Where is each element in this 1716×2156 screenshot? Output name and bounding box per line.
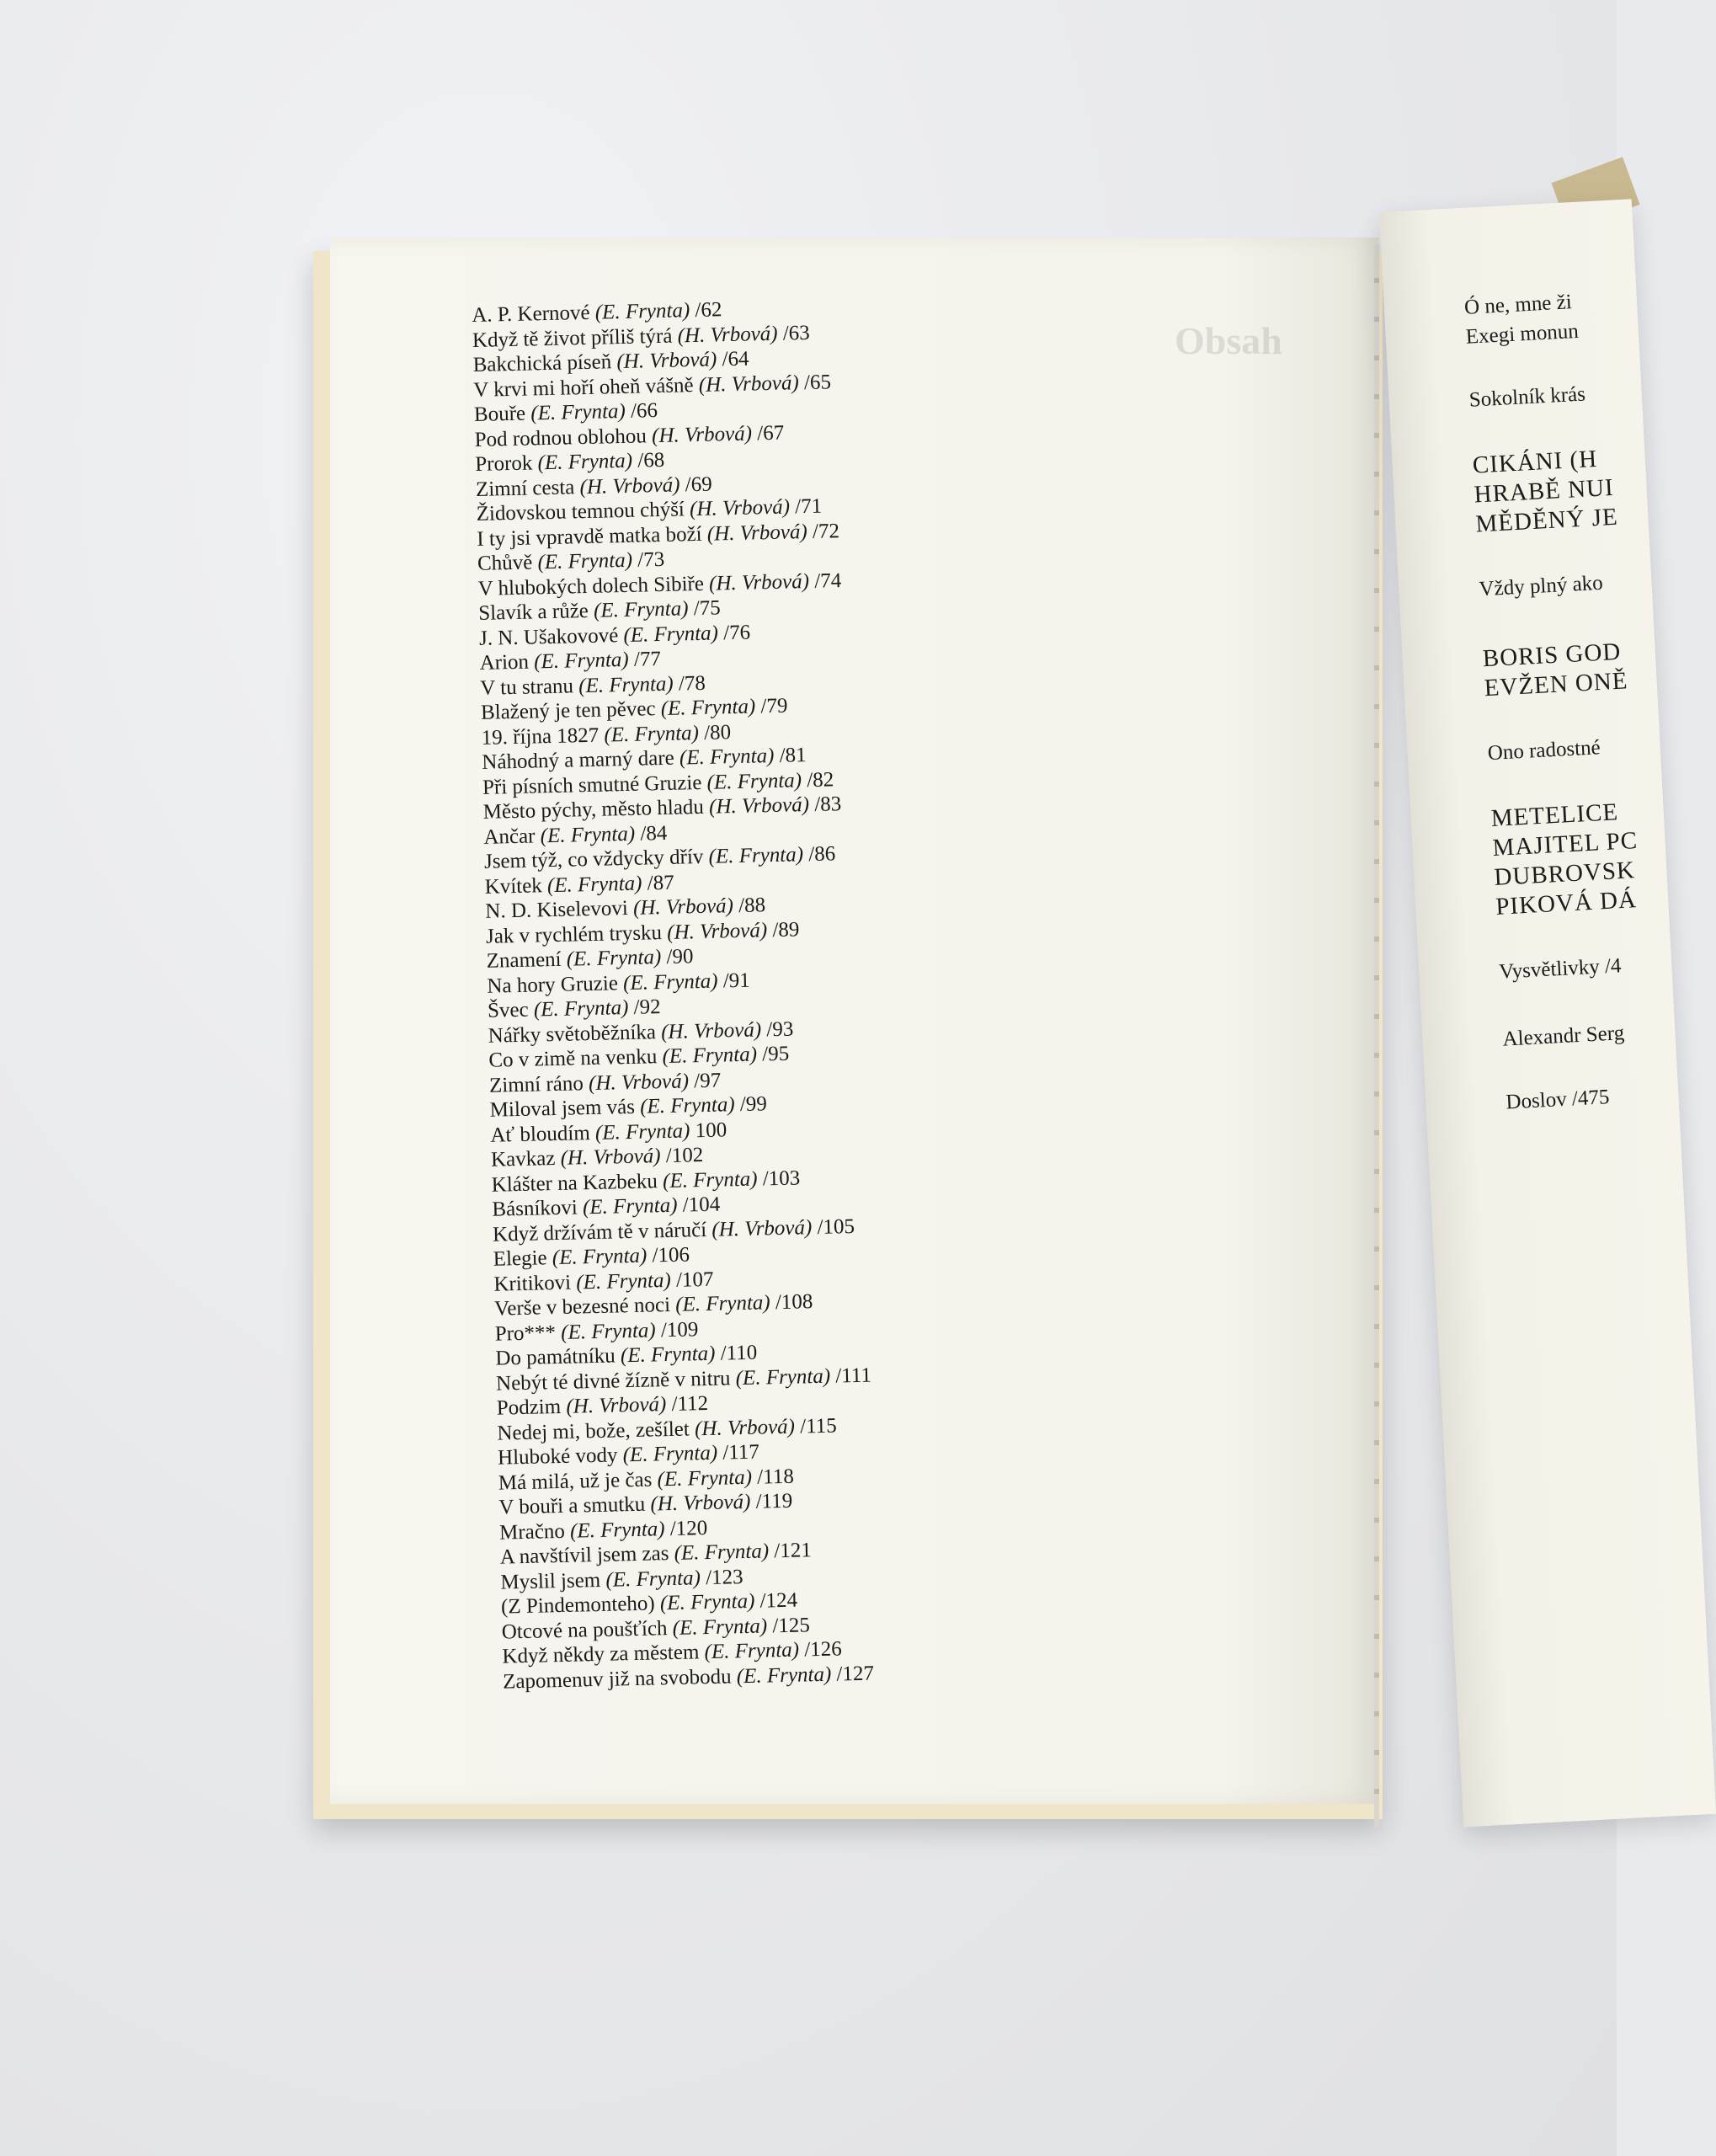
toc-title: V krvi mi hoří oheň vášně <box>473 373 694 402</box>
right-page-line: DUBROVSK <box>1493 857 1636 891</box>
toc-page: /74 <box>813 568 842 593</box>
toc-page: /68 <box>637 448 665 472</box>
right-page-line: BORIS GOD <box>1482 638 1623 673</box>
toc-page: /82 <box>806 767 834 792</box>
toc-page: /69 <box>685 472 712 496</box>
toc-translator: (E. Frynta) <box>674 1540 770 1565</box>
toc-translator: (H. Vrbová) <box>651 421 753 447</box>
right-page-line: Ó ne, mne ži <box>1463 291 1573 319</box>
toc-page: /63 <box>782 321 811 345</box>
toc-page: /66 <box>630 399 658 423</box>
toc-title: Kvítek <box>484 873 543 899</box>
toc-translator: (H. Vrbová) <box>708 569 810 595</box>
toc-page: /84 <box>640 821 668 846</box>
toc-title: Na hory Gruzie <box>487 971 619 998</box>
toc-page: /107 <box>675 1267 714 1292</box>
toc-page: /75 <box>693 596 722 621</box>
toc-title: Bouře <box>473 402 526 426</box>
toc-page: /106 <box>652 1243 690 1267</box>
toc-page: /79 <box>760 694 788 718</box>
toc-title: Když někdy za městem <box>502 1641 700 1668</box>
toc-translator: (E. Frynta) <box>674 1291 770 1316</box>
toc-title: Při písních smutné Gruzie <box>482 771 702 799</box>
toc-page: /80 <box>703 720 732 744</box>
toc-translator: (H. Vrbová) <box>560 1145 661 1170</box>
toc-title: 19. října 1827 <box>481 723 600 750</box>
toc-page: /126 <box>803 1637 843 1662</box>
toc-title: I ty jsi vpravdě matka boží <box>477 522 702 551</box>
toc-page: /99 <box>739 1092 768 1117</box>
toc-title: Zimní ráno <box>488 1071 584 1097</box>
toc-title: Kavkaz <box>490 1147 556 1171</box>
toc-page: /97 <box>693 1069 722 1092</box>
toc-page: /76 <box>722 621 751 644</box>
toc-page: /71 <box>794 494 823 519</box>
toc-title: Podzim <box>496 1395 562 1420</box>
toc-translator: (H. Vrbová) <box>711 1215 813 1241</box>
toc-title: Nebýt té divné žízně v nitru <box>495 1366 731 1396</box>
right-page-line: PIKOVÁ DÁ <box>1495 886 1638 921</box>
toc-page: /125 <box>772 1613 811 1637</box>
toc-page: /92 <box>633 995 661 1019</box>
toc-page: /103 <box>762 1166 801 1190</box>
toc-title: J. N. Ušakovové <box>478 623 619 650</box>
toc-page: /67 <box>756 421 785 445</box>
toc-title: Má milá, už je čas <box>498 1468 653 1495</box>
toc-title: Prorok <box>475 451 533 476</box>
toc-translator: (H. Vrbová) <box>566 1393 667 1418</box>
toc-title: Jsem týž, co vždycky dřív <box>483 845 704 873</box>
toc-translator: (E. Frynta) <box>594 1118 690 1145</box>
toc-title: Verše v bezesné noci <box>493 1293 671 1321</box>
toc-translator: (E. Frynta) <box>679 744 775 770</box>
toc-translator: (E. Frynta) <box>530 399 626 425</box>
toc-page: /83 <box>813 792 842 816</box>
toc-title: V bouři a smutku <box>498 1492 646 1519</box>
toc-title: Zimní cesta <box>475 475 575 501</box>
toc-title: Blažený je ten pěvec <box>480 697 656 724</box>
toc-page: /109 <box>660 1317 699 1342</box>
toc-page: /104 <box>682 1193 721 1217</box>
toc-translator: (E. Frynta) <box>620 1342 716 1368</box>
toc-translator: (E. Frynta) <box>552 1244 647 1270</box>
toc-translator: (E. Frynta) <box>659 1589 755 1615</box>
toc-translator: (E. Frynta) <box>735 1364 831 1390</box>
toc-page: /73 <box>637 547 665 572</box>
toc-translator: (H. Vrbová) <box>660 1017 762 1043</box>
toc-translator: (E. Frynta) <box>594 299 690 324</box>
toc-page: /108 <box>775 1290 813 1315</box>
right-page-line: METELICE <box>1490 798 1619 833</box>
right-page-line: Vždy plný ako <box>1478 571 1604 601</box>
toc-title: V tu stranu <box>480 674 574 700</box>
toc-translator: (E. Frynta) <box>623 621 719 647</box>
toc-title: A navštívil jsem zas <box>499 1542 669 1569</box>
toc-translator: (E. Frynta) <box>660 695 756 721</box>
toc-title: Pod rodnou oblohou <box>474 424 647 451</box>
toc-translator: (E. Frynta) <box>622 969 718 995</box>
toc-page: /119 <box>755 1489 793 1513</box>
toc-translator: (E. Frynta) <box>560 1318 656 1344</box>
toc-page: /77 <box>633 648 662 671</box>
toc-translator: (H. Vrbová) <box>706 520 808 546</box>
toc-page: /62 <box>695 298 722 322</box>
toc-title: Ančar <box>483 824 536 849</box>
toc-translator: (E. Frynta) <box>662 1043 758 1069</box>
toc-translator: (E. Frynta) <box>582 1193 678 1219</box>
toc-translator: (E. Frynta) <box>657 1465 753 1491</box>
toc-page: /105 <box>817 1214 855 1239</box>
toc-page: /112 <box>671 1391 709 1416</box>
toc-page: /123 <box>705 1565 743 1589</box>
toc-page: /117 <box>722 1440 760 1465</box>
toc-page: /64 <box>722 347 749 371</box>
toc-translator: (H. Vrbová) <box>689 495 791 521</box>
toc-translator: (H. Vrbová) <box>579 472 680 499</box>
toc-title: A. P. Kernové <box>472 301 590 327</box>
right-page-line: MAJITEL PC <box>1491 826 1639 862</box>
toc-title: Chůvě <box>477 551 533 575</box>
right-page-line: Alexandr Serg <box>1501 1022 1625 1051</box>
show-through-heading: Obsah <box>1175 319 1282 362</box>
toc-translator: (H. Vrbová) <box>616 348 717 374</box>
toc-page: /81 <box>779 744 807 767</box>
toc-title: Co v zimě na venku <box>488 1045 658 1072</box>
right-page-line: MĚDĚNÝ JE <box>1474 503 1619 538</box>
right-page-line: HRABĚ NUI <box>1473 473 1615 509</box>
toc-title: Jak v rychlém trysku <box>485 921 663 948</box>
toc-title: Když tě život příliš týrá <box>472 324 673 352</box>
toc-page: /110 <box>720 1341 758 1365</box>
toc-page: /87 <box>647 871 674 894</box>
toc-page: /95 <box>761 1042 790 1066</box>
toc-translator: (E. Frynta) <box>639 1093 735 1118</box>
toc-translator: (E. Frynta) <box>604 721 700 747</box>
toc-translator: (E. Frynta) <box>537 449 633 475</box>
toc-title: (Z Pindemonteho) <box>500 1592 655 1619</box>
right-page-line: EVŽEN ONĚ <box>1483 667 1629 702</box>
toc-translator: (H. Vrbová) <box>698 371 800 397</box>
toc-title: Nářky světoběžníka <box>488 1020 657 1048</box>
toc-translator: (E. Frynta) <box>622 1441 718 1467</box>
toc-translator: (E. Frynta) <box>569 1517 665 1543</box>
toc-translator: (E. Frynta) <box>576 1268 672 1294</box>
toc-title: Když držívám tě v náručí <box>492 1218 707 1246</box>
right-page-line: CIKÁNI (H <box>1472 445 1598 479</box>
toc-title: Hluboké vody <box>497 1444 618 1470</box>
toc-page: /93 <box>766 1017 794 1041</box>
toc-title: Město pýchy, město hladu <box>482 795 705 824</box>
toc-title: N. D. Kiselevovi <box>485 896 629 923</box>
toc-translator: (E. Frynta) <box>537 548 633 574</box>
right-page-line: Vysvětlivky /4 <box>1498 954 1623 984</box>
toc-title: Pro*** <box>494 1321 557 1346</box>
toc-title: Arion <box>479 650 530 675</box>
toc-translator: (E. Frynta) <box>533 648 630 674</box>
toc-translator: (H. Vrbová) <box>694 1415 796 1440</box>
toc-translator: (E. Frynta) <box>672 1614 768 1640</box>
toc-translator: (H. Vrbová) <box>708 793 810 819</box>
table-of-contents <box>472 291 1075 1694</box>
toc-page: /89 <box>772 917 800 942</box>
toc-title: Myslil jsem <box>500 1568 601 1594</box>
toc-title: Bakchická píseň <box>472 350 612 376</box>
toc-title: V hlubokých dolech Sibiře <box>477 572 705 600</box>
toc-translator: (E. Frynta) <box>706 768 802 794</box>
toc-translator: (E. Frynta) <box>540 822 636 847</box>
toc-title: Otcové na poušťích <box>501 1616 668 1644</box>
toc-translator: (E. Frynta) <box>578 672 674 697</box>
toc-page: /115 <box>799 1414 838 1438</box>
toc-translator: (E. Frynta) <box>546 872 642 897</box>
toc-translator: (E. Frynta) <box>662 1167 758 1193</box>
right-page-line: Exegi monun <box>1465 319 1580 349</box>
toc-page: /118 <box>756 1465 795 1489</box>
toc-page: /120 <box>669 1516 708 1540</box>
toc-page: /72 <box>812 519 840 543</box>
toc-page: 100 <box>695 1118 727 1142</box>
toc-translator: (E. Frynta) <box>736 1662 832 1688</box>
toc-title: Znamení <box>486 947 562 973</box>
toc-title: Náhodný a marný dare <box>482 746 675 774</box>
toc-page: /86 <box>807 842 836 867</box>
toc-translator: (E. Frynta) <box>605 1566 701 1592</box>
toc-page: /78 <box>678 671 706 696</box>
toc-page: /90 <box>666 945 694 969</box>
toc-title: Básníkovi <box>492 1196 578 1221</box>
toc-page: /91 <box>722 969 751 992</box>
toc-translator: (H. Vrbová) <box>650 1490 751 1516</box>
toc-translator: (E. Frynta) <box>593 597 689 622</box>
right-page-line: Sokolník krás <box>1468 382 1586 412</box>
toc-page: /65 <box>803 370 832 394</box>
right-page-line: Ono radostné <box>1487 736 1601 766</box>
toc-title: Nedej mi, bože, zešílet <box>497 1417 690 1445</box>
toc-title: Mračno <box>498 1519 566 1545</box>
toc-translator: (E. Frynta) <box>566 946 662 971</box>
toc-title: Švec <box>487 998 529 1022</box>
book-spine-stitching <box>1374 244 1379 1828</box>
right-page-line: Doslov /475 <box>1505 1086 1611 1114</box>
toc-translator: (E. Frynta) <box>704 1638 800 1664</box>
toc-title: Ať bloudím <box>490 1121 591 1147</box>
toc-title: Slavík a růže <box>478 599 589 625</box>
toc-page: /102 <box>665 1144 704 1168</box>
toc-title: Miloval jsem vás <box>489 1095 636 1122</box>
toc-title: Klášter na Kazbeku <box>491 1169 658 1197</box>
toc-page: /121 <box>774 1539 813 1563</box>
toc-translator: (H. Vrbová) <box>632 894 734 920</box>
toc-title: Kritikovi <box>493 1271 572 1296</box>
toc-translator: (E. Frynta) <box>533 995 629 1022</box>
toc-title: Elegie <box>493 1246 547 1271</box>
toc-title: Zapomenuv již na svobodu <box>502 1664 732 1694</box>
toc-title: Do památníku <box>495 1344 616 1370</box>
toc-title: Židovskou temnou chýší <box>476 498 685 526</box>
toc-translator: (E. Frynta) <box>708 843 804 868</box>
toc-translator: (H. Vrbová) <box>677 322 778 347</box>
toc-translator: (H. Vrbová) <box>666 918 768 944</box>
toc-page: /111 <box>835 1364 872 1388</box>
toc-page: /88 <box>738 894 766 917</box>
toc-translator: (H. Vrbová) <box>588 1069 690 1095</box>
toc-page: /124 <box>759 1588 798 1613</box>
toc-page: /127 <box>836 1662 875 1686</box>
